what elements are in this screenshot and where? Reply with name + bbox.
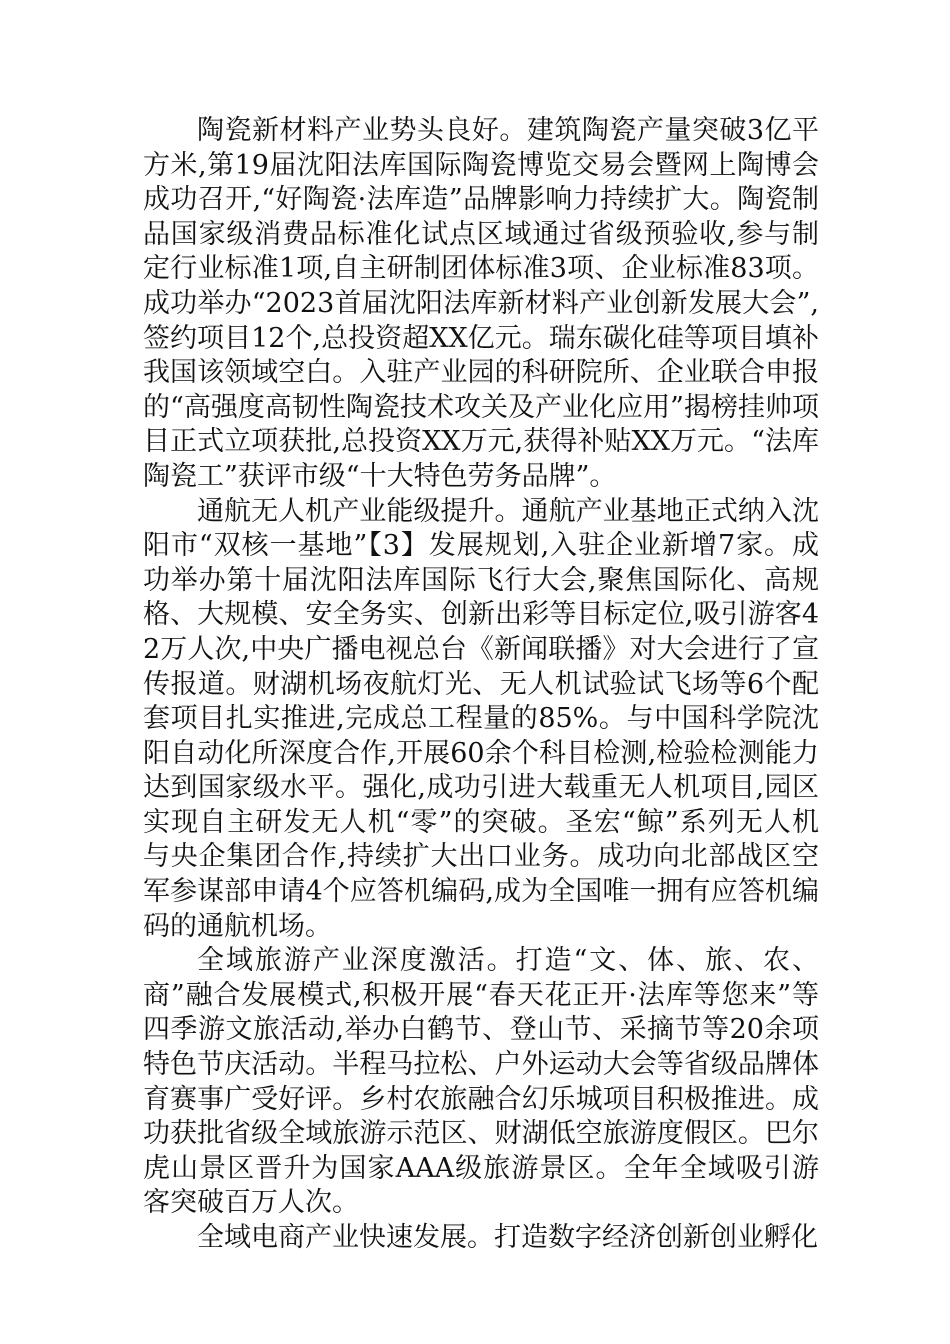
paragraph-ecommerce-industry: 全域电商产业快速发展。打造数字经济创新创业孵化 [197, 1222, 818, 1253]
paragraph-ceramics-industry: 陶瓷新材料产业势头良好。建筑陶瓷产量突破3亿平方米,第19届沈阳法库国际陶瓷博览交易会暨网上陶博会成功召开,“好陶瓷·法库造”品牌影响力持续扩大。陶瓷制品国家级消费品标准化试点区域通过省级预验收,参与制定行业标准1项,自主研制团体标准3项、企业标准83项。成功举办“2023首届沈阳法库新材料产业创新发展大会”,签约项目12个,总投资超XX亿元。瑞东碳化硅等项目填补我国该领域空白。入驻产业园的科研院所、企业联合申报的“高强度高韧性陶瓷技术攻关及产业化应用”揭榜挂帅项目正式立项获批,总投资XX万元,获得补贴XX万元。“法库陶瓷工”获评市级“十大特色劳务品牌”。 [143, 115, 819, 492]
paragraph-tourism-industry: 全域旅游产业深度激活。打造“文、体、旅、农、商”融合发展模式,积极开展“春天花正开·法库等您来”等四季游文旅活动,举办白鹤节、登山节、采摘节等20余项特色节庆活动。半程马拉松、户外运动大会等省级品牌体育赛事广受好评。乡村农旅融合幻乐城项目积极推进。成功获批省级全域旅游示范区、财湖低空旅游度假区。巴尔虎山景区晋升为国家AAA级旅游景区。全年全域吸引游客突破百万人次。 [143, 945, 819, 1219]
document-body [143, 114, 819, 1256]
paragraph-general-aviation-drone-industry: 通航无人机产业能级提升。通航产业基地正式纳入沈阳市“双核一基地”【3】发展规划,入驻企业新增7家。成功举办第十届沈阳法库国际飞行大会,聚焦国际化、高规格、大规模、安全务实、创新出彩等目标定位,吸引游客42万人次,中央广播电视总台《新闻联播》对大会进行了宣传报道。财湖机场夜航灯光、无人机试验试飞场等6个配套项目扎实推进,完成总工程量的85%。与中国科学院沈阳自动化所深度合作,开展60余个科目检测,检验检测能力达到国家级水平。强化,成功引进大载重无人机项目,园区实现自主研发无人机“零”的突破。圣宏“鲸”系列无人机与央企集团合作,持续扩大出口业务。成功向北部战区空军参谋部申请4个应答机编码,成为全国唯一拥有应答机编码的通航机场。 [143, 495, 819, 942]
